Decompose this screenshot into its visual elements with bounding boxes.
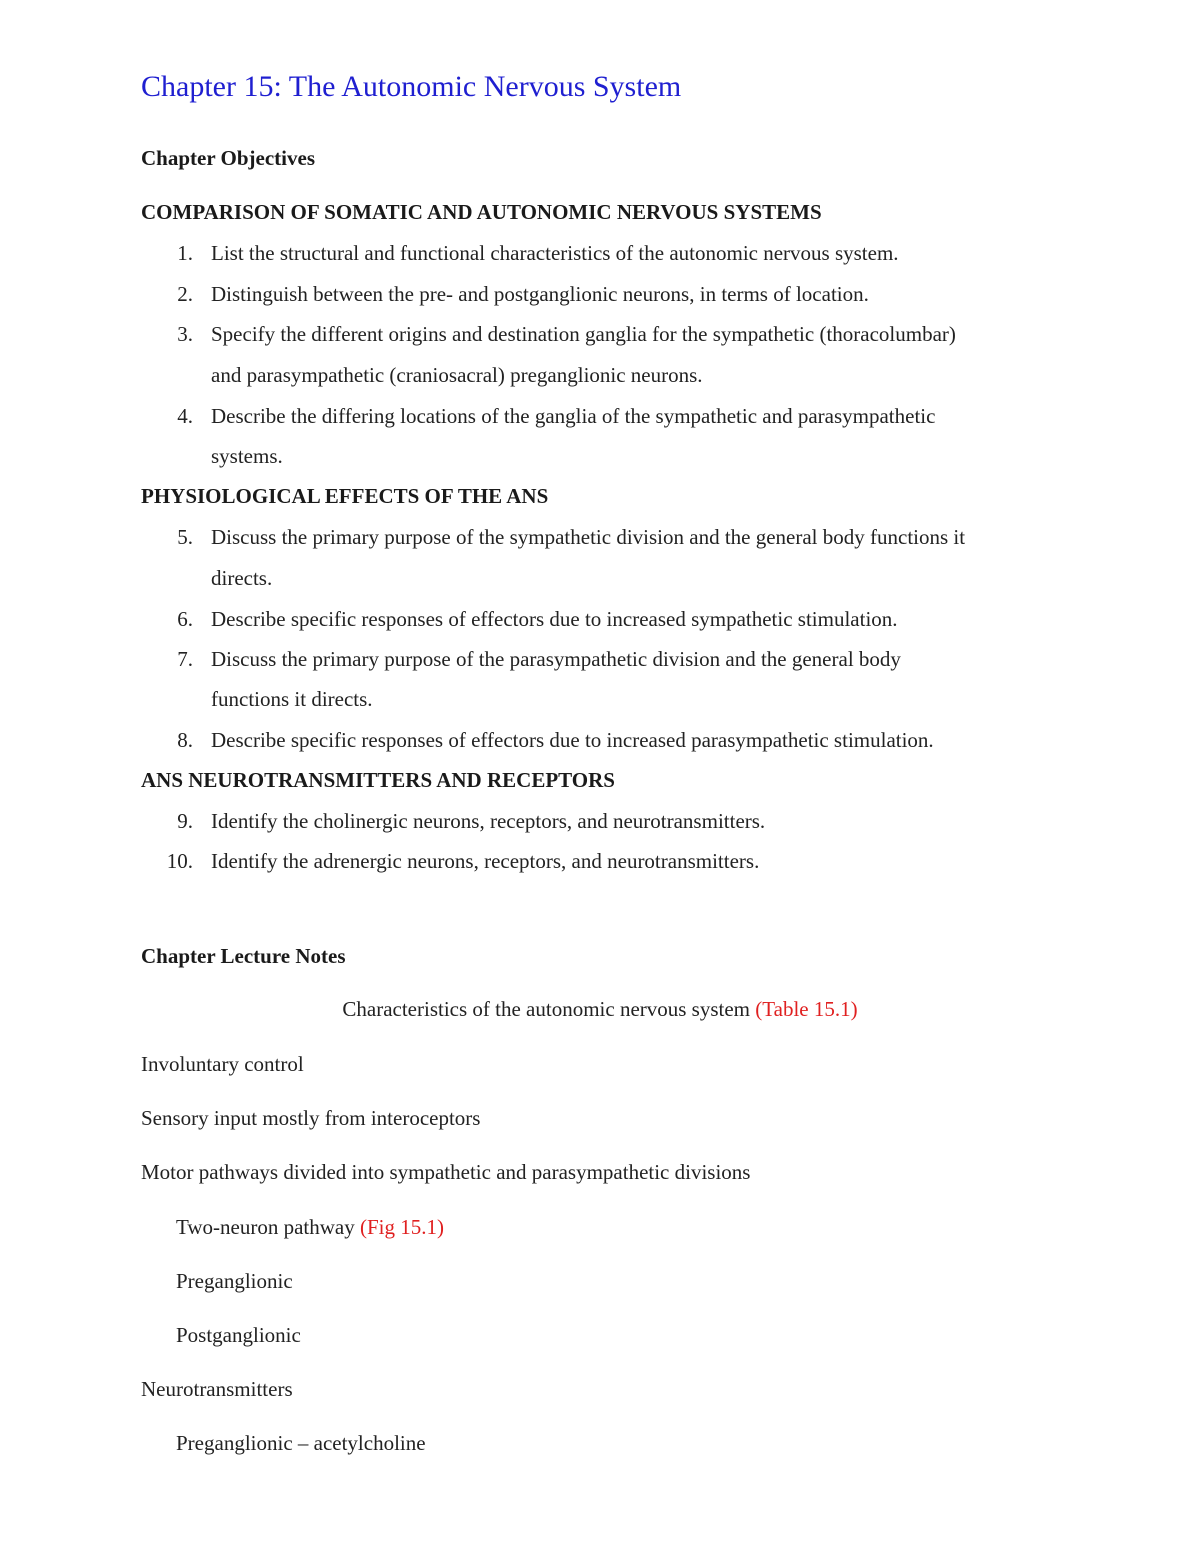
objective-number: 4. — [177, 404, 193, 428]
note-text: Two-neuron pathway — [176, 1215, 360, 1239]
note-line: Motor pathways divided into sympathetic and parasympathetic divisions — [141, 1160, 751, 1184]
objective-number: 2. — [177, 282, 193, 306]
objective-text: Distinguish between the pre- and postganglionic neurons, in terms of location. — [211, 282, 869, 306]
objective-text-continued: and parasympathetic (craniosacral) preganglionic neurons. — [211, 363, 703, 387]
objective-number: 5. — [177, 525, 193, 549]
objective-number: 3. — [177, 322, 193, 346]
lecture-notes-heading: Chapter Lecture Notes — [141, 944, 346, 968]
objective-number: 10. — [166, 849, 193, 873]
note-line-indented — [176, 1215, 444, 1240]
objective-text: Describe specific responses of effectors due to increased parasympathetic stimulation. — [211, 728, 934, 752]
objective-text: Identify the cholinergic neurons, receptors, and neurotransmitters. — [211, 809, 766, 833]
lecture-subtitle — [0, 997, 1200, 1022]
table-reference-link: (Table 15.1) — [755, 997, 858, 1021]
objective-text: Discuss the primary purpose of the sympathetic division and the general body functions it — [211, 525, 966, 549]
note-line-indented: Preganglionic – acetylcholine — [176, 1431, 426, 1455]
objective-text-continued: systems. — [211, 444, 283, 468]
note-line: Involuntary control — [141, 1052, 304, 1076]
objective-number: 8. — [177, 728, 193, 752]
note-line-indented: Preganglionic — [176, 1269, 293, 1293]
objective-text: Describe specific responses of effectors due to increased sympathetic stimulation. — [211, 607, 898, 631]
objective-text: Identify the adrenergic neurons, receptors, and neurotransmitters. — [211, 849, 760, 873]
objective-text-continued: directs. — [211, 566, 273, 590]
section-heading-neurotransmitters: ANS NEUROTRANSMITTERS AND RECEPTORS — [141, 768, 615, 792]
note-line: Neurotransmitters — [141, 1377, 293, 1401]
note-line: Sensory input mostly from interoceptors — [141, 1106, 481, 1130]
objective-number: 9. — [177, 809, 193, 833]
section-heading-comparison: COMPARISON OF SOMATIC AND AUTONOMIC NERVOUS SYSTEMS — [141, 200, 822, 224]
lecture-subtitle-text: Characteristics of the autonomic nervous system — [342, 997, 756, 1021]
objective-number: 1. — [177, 241, 193, 265]
chapter-title: Chapter 15: The Autonomic Nervous System — [141, 70, 682, 103]
objective-text-continued: functions it directs. — [211, 687, 373, 711]
objective-text: List the structural and functional characteristics of the autonomic nervous system. — [211, 241, 899, 265]
objectives-heading: Chapter Objectives — [141, 146, 315, 170]
section-heading-physiological: PHYSIOLOGICAL EFFECTS OF THE ANS — [141, 484, 549, 508]
objective-text: Describe the differing locations of the ganglia of the sympathetic and parasympathetic — [211, 404, 936, 428]
objective-number: 6. — [177, 607, 193, 631]
note-line-indented: Postganglionic — [176, 1323, 301, 1347]
objective-number: 7. — [177, 647, 193, 671]
figure-reference-link: (Fig 15.1) — [359, 1215, 444, 1239]
objective-text: Discuss the primary purpose of the parasympathetic division and the general body — [211, 647, 901, 671]
objective-text: Specify the different origins and destination ganglia for the sympathetic (thoracolumbar) — [211, 322, 956, 346]
